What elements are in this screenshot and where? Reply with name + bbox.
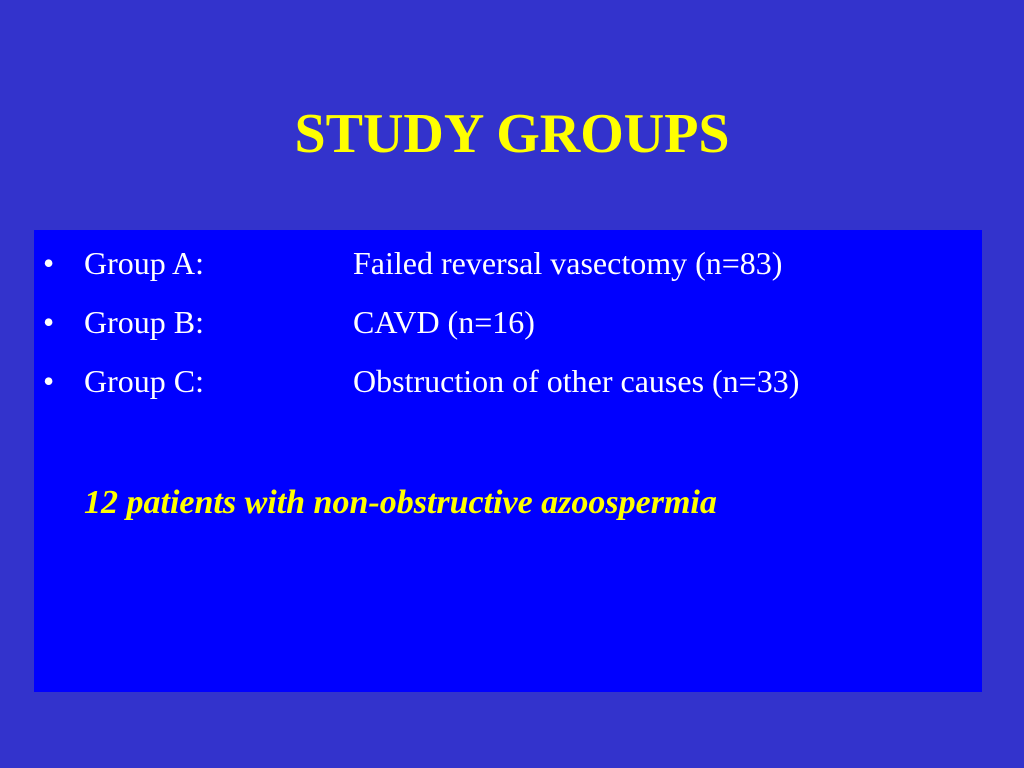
group-label: Group A: [84, 245, 204, 281]
study-group-list [34, 242, 982, 419]
group-description: Failed reversal vasectomy (n=83) [353, 245, 783, 281]
group-description: CAVD (n=16) [353, 304, 535, 340]
group-description: Obstruction of other causes (n=33) [353, 363, 800, 399]
list-item-group-b [34, 301, 982, 360]
bullet-icon: • [43, 245, 55, 281]
content-box [34, 230, 982, 692]
list-item-group-c [34, 360, 982, 419]
group-label: Group C: [84, 363, 204, 399]
slide-title: STUDY GROUPS [294, 103, 730, 165]
bullet-icon: • [43, 363, 55, 399]
list-item-group-a [34, 242, 982, 301]
group-label: Group B: [84, 304, 204, 340]
bullet-icon: • [43, 304, 55, 340]
highlight-note: 12 patients with non-obstructive azoospermia [84, 484, 717, 521]
